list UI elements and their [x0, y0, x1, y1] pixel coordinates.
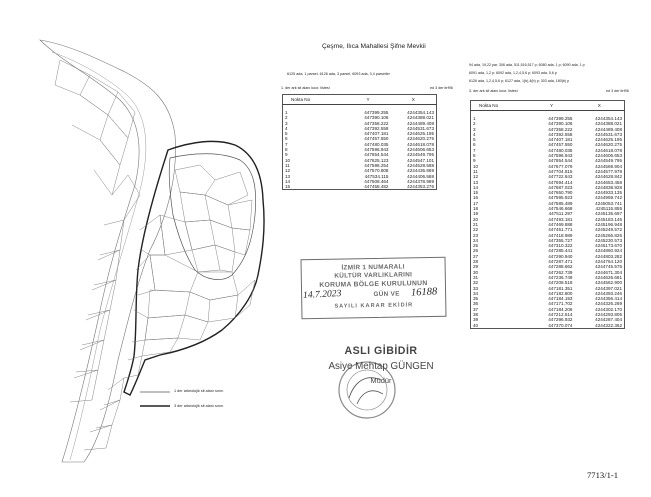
- cell-y: 447457.550: [364, 136, 389, 142]
- cell-x: 4245053.741: [595, 200, 622, 206]
- cell-point-no: 11: [285, 162, 290, 168]
- cell-x: 4244606.653: [595, 153, 622, 159]
- cell-x: 4244653.458: [595, 179, 622, 185]
- cell-x: 4245183.145: [595, 216, 622, 222]
- cell-y: 447296.932: [548, 317, 573, 323]
- cell-x: 4244528.588: [407, 162, 434, 168]
- cell-x: 4244764.120: [595, 259, 622, 265]
- table-2-datum: ed 3 der itrf96: [606, 89, 629, 93]
- cell-x: 4244353.276: [407, 184, 434, 190]
- cell-x: 4244838.928: [595, 184, 622, 190]
- cell-y: 447493.181: [548, 216, 573, 222]
- cell-point-no: 15: [473, 190, 479, 196]
- cell-y: 447236.749: [548, 274, 573, 280]
- cell-y: 447704.815: [548, 168, 573, 174]
- column-header-nokta: Nokta No: [283, 95, 346, 105]
- cell-y: 447570.808: [364, 168, 389, 174]
- cell-y: 447585.489: [548, 200, 573, 206]
- cell-point-no: 4: [285, 125, 288, 131]
- legend-label-2: 3 der arkeolojik sit alanı sınırı: [174, 404, 224, 408]
- cell-y: 447392.558: [364, 125, 389, 131]
- page-reference: 7713/1-1: [587, 470, 619, 480]
- cell-y: 447355.727: [548, 237, 573, 243]
- cell-point-no: 5: [285, 131, 288, 137]
- cell-point-no: 17: [473, 200, 479, 206]
- cell-x: 4244354.143: [407, 110, 434, 115]
- cell-y: 447480.035: [548, 147, 573, 153]
- cell-x: 4244489.408: [407, 120, 434, 126]
- cell-x: 4244547.101: [407, 157, 434, 163]
- cell-x: 4245196.948: [595, 221, 622, 227]
- cell-point-no: 1: [473, 116, 476, 121]
- cell-y: 447358.222: [364, 120, 389, 126]
- cell-y: 447171.702: [548, 301, 573, 307]
- cell-y: 447285.441: [548, 248, 573, 254]
- cell-x: 4244435.869: [407, 168, 434, 174]
- cell-point-no: 22: [473, 227, 479, 233]
- cell-y: 447694.414: [548, 179, 573, 185]
- cell-x: 4244354.143: [595, 116, 622, 121]
- cell-y: 447358.222: [548, 126, 573, 132]
- cell-x: 4244959.742: [595, 195, 622, 201]
- cell-x: 4244378.989: [407, 178, 434, 184]
- cell-y: 447392.558: [548, 131, 573, 137]
- cell-point-no: 28: [473, 259, 479, 265]
- cell-y: 447596.943: [548, 153, 573, 159]
- cell-y: 447212.514: [548, 311, 573, 317]
- cell-point-no: 26: [473, 248, 479, 254]
- cell-x: 4244388.021: [595, 121, 622, 127]
- table-2-caption: 3. der ark sit alanı koor. listesi: [469, 89, 518, 93]
- cell-y: 447508.464: [364, 178, 389, 184]
- cell-x: 4244531.673: [595, 131, 622, 137]
- cell-x: 4244322.362: [595, 322, 622, 328]
- stamp-line-2: KÜLTÜR VARLIKLARINI: [334, 271, 413, 280]
- cell-y: 447390.106: [364, 115, 389, 121]
- cell-x: 4244803.282: [595, 253, 622, 259]
- cell-y: 447370.074: [548, 322, 573, 328]
- table-row: [283, 184, 437, 190]
- cell-y: 447407.181: [364, 131, 389, 137]
- cell-point-no: 25: [473, 243, 479, 249]
- cell-x: 4244628.842: [595, 174, 622, 180]
- cell-x: 4244388.021: [407, 115, 434, 121]
- cell-y: 447511.297: [548, 211, 573, 217]
- cell-point-no: 24: [473, 237, 479, 243]
- cell-x: 4244569.904: [595, 163, 622, 169]
- cell-x: 4244620.275: [595, 142, 622, 148]
- stamp-handwritten-number: 16188: [410, 286, 438, 299]
- cell-point-no: 21: [473, 221, 479, 227]
- cell-point-no: 29: [473, 264, 479, 270]
- cell-point-no: 19: [473, 211, 479, 217]
- certifier-role: Müdür: [370, 376, 392, 385]
- parcel-lines: [55, 60, 255, 450]
- table-row: [283, 105, 437, 116]
- cell-x: 4245266.826: [595, 232, 622, 238]
- cell-y: 447480.035: [364, 141, 389, 147]
- cell-point-no: 16: [473, 195, 479, 201]
- table-row: [471, 323, 625, 329]
- cell-point-no: 7: [285, 141, 288, 147]
- cell-point-no: 34: [473, 290, 479, 296]
- cell-y: 447654.544: [364, 152, 389, 158]
- table-1-caption: 1. der ark sit alanı koor. listesi: [281, 86, 330, 90]
- cell-point-no: 10: [473, 163, 479, 169]
- cell-x: 4244549.795: [595, 158, 622, 164]
- parcel-list-left: 6125 ada, 1 parsel, 6126 ada, 3 parsel, 6093 ada, 3,4 parseller: [287, 72, 390, 76]
- cell-y: 447469.888: [548, 221, 573, 227]
- cell-x: 4244620.275: [407, 136, 434, 142]
- cell-point-no: 33: [473, 285, 479, 291]
- cell-x: 4244302.170: [595, 306, 622, 312]
- document-title: Çeşme, Ilıca Mahallesi Şifne Mevkii: [322, 43, 426, 50]
- cell-y: 447598.254: [364, 162, 389, 168]
- cell-y: 447546.668: [548, 206, 573, 212]
- stamp-line-1: İZMİR 1 NUMARALI: [341, 263, 405, 272]
- cell-point-no: 12: [473, 174, 479, 180]
- cell-point-no: 20: [473, 216, 479, 222]
- cell-point-no: 4: [473, 131, 476, 137]
- cell-x: 4244326.269: [595, 301, 622, 307]
- cell-y: 447290.940: [548, 253, 573, 259]
- column-header-y: Y: [346, 95, 391, 105]
- cell-point-no: 30: [473, 269, 479, 275]
- cell-y: 447310.322: [548, 243, 573, 249]
- certifier-name: Asiye Mehtap GÜNGEN: [328, 361, 434, 372]
- cell-y: 447399.255: [548, 116, 573, 121]
- cell-point-no: 36: [473, 301, 479, 307]
- cell-point-no: 32: [473, 280, 479, 286]
- certified-copy-title: ASLI GİBİDİR: [344, 345, 418, 357]
- column-header-x: X: [391, 95, 437, 105]
- cell-point-no: 2: [285, 115, 288, 121]
- cell-x: 4244577.978: [595, 168, 622, 174]
- cell-point-no: 13: [473, 179, 479, 185]
- cell-x: 4245249.572: [595, 227, 622, 233]
- cell-x: 4244933.135: [595, 190, 622, 196]
- parcel-list-right-line: 6126 ada, 1,2,4,5,6 p; 6127 ada, 1(b),4(b) p; 303 ada, 180(b) p: [469, 79, 570, 83]
- cell-x: 4244531.673: [407, 125, 434, 131]
- cell-y: 447418.989: [548, 232, 573, 238]
- cell-x: 4244397.021: [595, 285, 622, 291]
- cell-y: 447722.843: [548, 174, 573, 180]
- cell-x: 4244625.195: [407, 131, 434, 137]
- cell-point-no: 5: [473, 137, 476, 143]
- stamp-line-3: KORUMA BÖLGE KURULUNUN: [319, 280, 428, 289]
- cell-x: 4244562.900: [595, 280, 622, 286]
- stamp-gun-ve: GÜN VE: [373, 290, 400, 299]
- cell-point-no: 35: [473, 296, 479, 302]
- cell-point-no: 37: [473, 306, 479, 312]
- column-header-nokta: Nokta No: [471, 101, 529, 111]
- cell-point-no: 14: [473, 184, 479, 190]
- cell-point-no: 27: [473, 253, 479, 259]
- cell-y: 447181.351: [548, 285, 573, 291]
- cell-x: 4244356.414: [595, 296, 622, 302]
- cell-x: 4244625.195: [595, 137, 622, 143]
- table-header-row: [471, 101, 625, 111]
- cell-y: 447596.943: [364, 147, 389, 153]
- cell-y: 447677.079: [548, 163, 573, 169]
- cell-y: 447390.106: [548, 121, 573, 127]
- cell-y: 447184.206: [548, 306, 573, 312]
- cell-y: 447182.800: [548, 290, 573, 296]
- cell-y: 447288.662: [548, 264, 573, 270]
- cell-x: 4244393.246: [595, 290, 622, 296]
- cell-x: 4244618.078: [407, 141, 434, 147]
- cell-x: 4244287.404: [595, 317, 622, 323]
- cell-point-no: 3: [285, 120, 288, 126]
- cell-x: 4245115.855: [595, 206, 622, 212]
- cell-y: 447407.181: [548, 137, 573, 143]
- cell-y: 447399.255: [364, 110, 389, 115]
- cell-point-no: 40: [473, 322, 479, 328]
- table-header-row: [283, 95, 437, 105]
- cell-point-no: 23: [473, 232, 479, 238]
- cell-point-no: 14: [285, 178, 291, 184]
- cell-y: 447687.023: [548, 184, 573, 190]
- cell-x: 4244293.805: [595, 311, 622, 317]
- cell-point-no: 38: [473, 311, 479, 317]
- cell-y: 447534.115: [364, 173, 389, 179]
- cell-x: 4245230.573: [595, 237, 622, 243]
- cell-x: 4245135.697: [595, 211, 622, 217]
- stamp-handwritten-date: 14.7.2023: [302, 288, 342, 301]
- cell-y: 447650.790: [548, 190, 573, 196]
- stamp-line-5: SAYILI KARAR EKİDİR: [334, 302, 414, 310]
- cell-point-no: 9: [285, 152, 288, 158]
- cell-x: 4244626.681: [595, 274, 622, 280]
- site-boundary-1: [169, 154, 255, 280]
- cell-point-no: 39: [473, 317, 479, 323]
- cell-point-no: 13: [285, 173, 291, 179]
- cell-point-no: 2: [473, 121, 476, 127]
- cell-y: 447654.544: [548, 158, 573, 164]
- cell-y: 447625.123: [364, 157, 389, 163]
- cell-point-no: 7: [473, 147, 476, 153]
- cell-point-no: 15: [285, 184, 291, 190]
- cell-x: 4244618.078: [595, 147, 622, 153]
- cell-x: 4244745.576: [595, 264, 622, 270]
- cell-x: 4244671.304: [595, 269, 622, 275]
- cell-point-no: 9: [473, 158, 476, 164]
- column-header-y: Y: [529, 101, 575, 111]
- table-row: [471, 111, 625, 122]
- cell-y: 447457.550: [548, 142, 573, 148]
- legend-label-1: 1 der arkeolojik sit alanı sınırı: [174, 389, 224, 393]
- cell-y: 447287.471: [548, 259, 573, 265]
- cell-x: 4244549.795: [407, 152, 434, 158]
- cell-x: 4244606.653: [407, 147, 434, 153]
- cell-x: 4244489.408: [595, 126, 622, 132]
- cell-point-no: 10: [285, 157, 291, 163]
- table-1-datum: ed 3 der itrf96: [430, 86, 453, 90]
- coastline-inner: [52, 52, 146, 460]
- cell-x: 4244860.924: [595, 248, 622, 254]
- cell-point-no: 6: [285, 136, 288, 142]
- cell-point-no: 3: [473, 126, 476, 132]
- coastline-outline: [40, 40, 176, 462]
- cell-point-no: 1: [285, 110, 288, 115]
- cell-y: 447184.193: [548, 296, 573, 302]
- parcel-list-right-line: 94 ada, 19,22 par, 306 ada, 511,516,517 p; 6080 ada, 1 p; 6090 ada, 1 p: [469, 63, 585, 67]
- cell-x: 4244406.588: [407, 173, 434, 179]
- cell-y: 447458.482: [364, 184, 389, 190]
- cell-point-no: 8: [285, 147, 288, 153]
- coordinate-table-1: [282, 94, 437, 190]
- cell-point-no: 31: [473, 274, 479, 280]
- cell-y: 447208.518: [548, 280, 573, 286]
- cell-point-no: 18: [473, 206, 479, 212]
- cell-point-no: 11: [473, 168, 478, 174]
- parcel-list-right-line: 6091 ada, 1,2 p; 6092 ada, 1,2,4,5,6 p; 6093 ada, 5,6 p: [469, 71, 557, 75]
- cell-point-no: 6: [473, 142, 476, 148]
- coordinate-table-2: [470, 100, 625, 329]
- cell-y: 447451.771: [548, 227, 573, 233]
- cell-y: 447595.923: [548, 195, 573, 201]
- cell-point-no: 8: [473, 153, 476, 159]
- column-header-x: X: [575, 101, 625, 111]
- cell-point-no: 12: [285, 168, 291, 174]
- cell-x: 4245173.670: [595, 243, 622, 249]
- cell-y: 447262.739: [548, 269, 573, 275]
